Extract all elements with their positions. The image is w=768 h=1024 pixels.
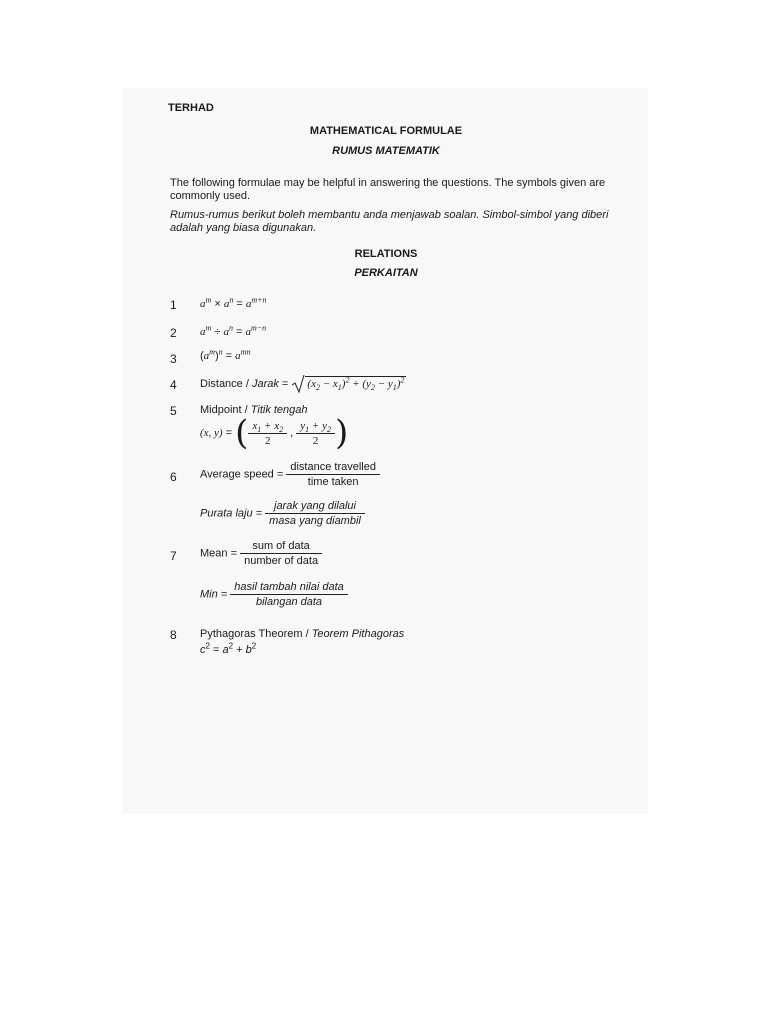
formula-index-divide: $a^m \div a^n = a^{m-n}$ bbox=[200, 323, 267, 338]
formula-label: Distance bbox=[200, 377, 243, 390]
formula-pythagoras: $c^2 = a^2 + b^2$ bbox=[200, 641, 257, 656]
formula-label-malay: Titik tengah bbox=[250, 404, 308, 416]
formula-label: Midpoint bbox=[200, 404, 242, 416]
formula-number: 2 bbox=[170, 326, 177, 340]
formula-number: 5 bbox=[170, 404, 177, 418]
square-root-symbol: $(x_2 - x_1)^2 + (y_2 - y_1)^2$ bbox=[291, 374, 406, 394]
formula-mean: Mean = $\frac{\text{sum of data}}{\text{number of data}}$ bbox=[200, 540, 322, 567]
formula-number: 4 bbox=[170, 378, 177, 392]
section-heading: RELATIONS bbox=[354, 248, 418, 260]
formula-midpoint: (x, y) = ( $\frac{x_1 + x_2}{2}$ , $\frac{y_1 + y_2}{2}$ ) bbox=[200, 413, 349, 453]
formula-label: Mean bbox=[200, 547, 228, 560]
formula-number: 8 bbox=[170, 628, 177, 642]
formula-average-speed: Average speed = $\frac{\text{distance travelled}}{\text{time taken}}$ bbox=[200, 461, 380, 488]
formula-average-speed-malay: Purata laju = $\frac{\text{jarak yang dilalui}}{\text{masa yang diambil}}$ bbox=[200, 500, 365, 527]
fraction: $\frac{\text{distance travelled}}{\text{time taken}}$ bbox=[286, 461, 380, 488]
formula-number: 7 bbox=[170, 549, 177, 563]
formula-label-malay: Teorem Pithagoras bbox=[311, 628, 405, 640]
formula-pythagoras-label: Pythagoras Theorem / Teorem Pithagoras bbox=[200, 628, 405, 640]
formula-label: Pythagoras Theorem bbox=[200, 628, 303, 640]
formula-number: 1 bbox=[170, 298, 177, 312]
page-title: MATHEMATICAL FORMULAE bbox=[309, 125, 463, 137]
formula-label-malay: Min bbox=[200, 588, 218, 601]
formula-distance: Distance / Jarak = $(x_2 - x_1)^2 + (y_2 - y_1)^2$ bbox=[200, 375, 405, 393]
section-heading-malay: PERKAITAN bbox=[354, 267, 418, 279]
formula-label-malay: Purata laju bbox=[200, 507, 253, 520]
formula-index-power: $(a^m)^n = a^{mn}$ bbox=[200, 347, 251, 362]
classification-tag: TERHAD bbox=[168, 102, 214, 114]
fraction: $\frac{\text{sum of data}}{\text{number of data}}$ bbox=[240, 540, 322, 567]
formula-index-multiply: $a^m \times a^n = a^{m+n}$ bbox=[200, 295, 267, 310]
formula-label-malay: Jarak bbox=[251, 377, 279, 390]
formula-number: 6 bbox=[170, 470, 177, 484]
intro-malay: Rumus-rumus berikut boleh membantu anda menjawab soalan. Simbol-simbol yang diberi adalah yang biasa digunakan. bbox=[170, 209, 609, 234]
fraction: $\frac{\text{hasil tambah nilai data}}{\text{bilangan data}}$ bbox=[230, 581, 347, 608]
formula-label: Average speed bbox=[200, 468, 274, 481]
formula-midpoint-label: Midpoint / Titik tengah bbox=[200, 404, 308, 416]
page-title-malay: RUMUS MATEMATIK bbox=[332, 145, 440, 157]
formula-mean-malay: Min = $\frac{\text{hasil tambah nilai data}}{\text{bilangan data}}$ bbox=[200, 581, 348, 608]
formula-number: 3 bbox=[170, 352, 177, 366]
fraction: $\frac{\text{jarak yang dilalui}}{\text{masa yang diambil}}$ bbox=[265, 500, 365, 527]
intro-english: The following formulae may be helpful in answering the questions. The symbols given are commonly used. bbox=[170, 177, 606, 202]
